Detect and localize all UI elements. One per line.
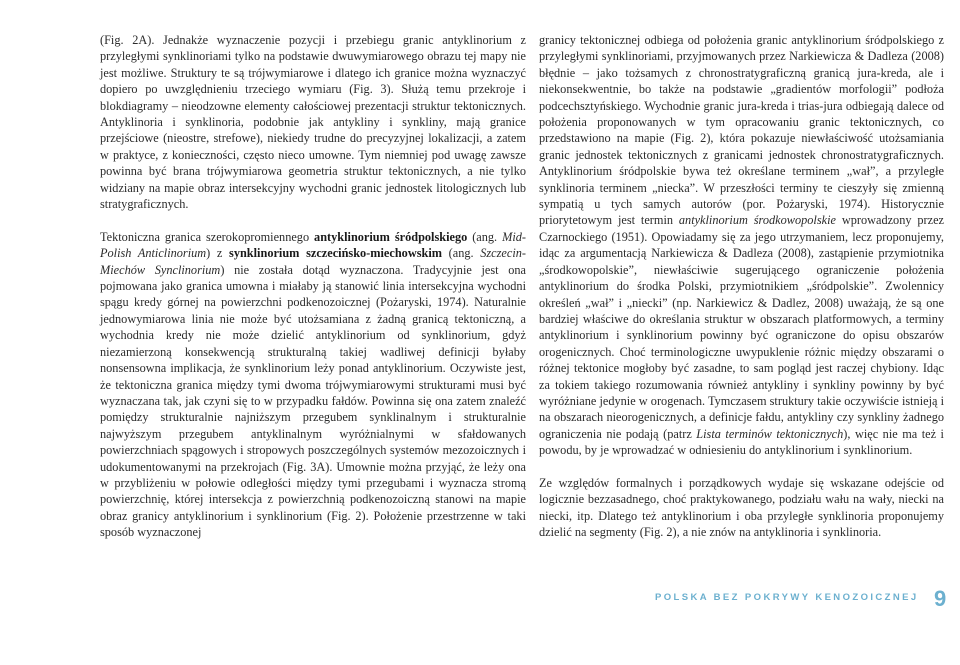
paragraph-text: Ze względów formalnych i porządkowych wydaje się wskazane odejście od logicznie bezzasadnego, choć praktykowanego, podziału wału na wały, niecki na niecki, itp. Dlatego też antyklinorium i oba przyległe synklinoria proponujemy dzielić na segmenty (Fig. 2), a nie znów na antyklinoria i synklinoria. [539, 475, 944, 540]
term-bold: antyklinorium śródpolskiego [314, 229, 468, 244]
paragraph-text: ) z [206, 246, 230, 261]
paragraph-text: (ang. [467, 229, 503, 244]
term-italic: Szczecin-Miechów Synclinorium [100, 246, 526, 277]
paragraph-text: wprowadzony przez Czarnockiego (1951). Opowiadamy się za jego utrzymaniem, lecz proponujemy, idąc za argumentacją Narkiewicza & Dadleza (2008), zastąpienie przymiotnika „środkowopolskie”, niewłaściwie sugerującego ograniczenie położenia antyklinorium do środka Polski, przymiotnikiem „śródpolskie”. Zwolennicy określeń „wał” i „niecki” (np. Narkiewicz & Dadlez, 2008) uważają, że są one bardziej właściwe do określania struktur w obszarach platformowych, a terminy antyklinorium i synklinorium powinny być ograniczone do opisu obszarów orogenicznych. Choć terminologiczne uwypuklenie różnic między obszarami o różnej tektonice mogłoby być zasadne, to sam pogląd jest raczej chybiony. Idąc za tokiem takiego rozumowania również antykliny i synkliny powinny by być wyróżniane jedynie w orogenach. Tymczasem struktury takie oczywiście istnieją i na obszarach nieorogenicznych, a definicje fałdu, antykliny czy synkliny żadnego ograniczenia nie podają (patrz [539, 213, 945, 441]
paragraph [539, 475, 944, 541]
page-number: 9 [934, 586, 947, 611]
paragraph-text: (Fig. 2A). Jednakże wyznaczenie pozycji i przebiegu granic antyklinorium z przyległymi synklinoriami tylko na podstawie dwuwymiarowego obrazu tej mapy nie jest możliwe. Struktury te są trójwymiarowe i dlatego ich granice można wyznaczyć dopiero po uwzględnieniu trzeciego wymiaru (Fig. 3). Służą temu przekroje i blokdiagramy – nieodzowne elementy całościowej prezentacji struktur tektonicznych. Antyklinoria i synklinoria, podobnie jak antykliny i synkliny, mają granice przejściowe (nieostre, strefowe), niekiedy trudne do precyzyjnej lokalizacji, a zatem w praktyce, z konieczności, często nieco umowne. Tym niemniej pod uwagę zawsze powinna być brana trójwymiarowa geometria struktur tektonicznych, a nie tylko widziany na mapie obraz intersekcyjny wychodni granic jednostek litologicznych lub stratygraficznych. [100, 33, 526, 212]
paragraph [100, 229, 526, 541]
term-italic: Mid-Polish Anticlinorium [100, 229, 526, 261]
term-italic: Lista terminów tektonicznych [696, 426, 844, 441]
paragraph-text: granicy tektonicznej odbiega od położenia granic antyklinorium śródpolskiego z przyległymi synklinoriami, przyjmowanych przez Narkiewicza & Dadleza (2008) błędnie – jako tożsamych z chronostratygraficzną granicą jura-kreda, ale i niekonsekwentnie, bo także na podstawie „gradientów morfologii” podłoża podcechsztyńskiego. Wychodnie granic jura-kreda i trias-jura odbiegają dalece od położenia proponowanych w tym opracowaniu granic tektonicznych, co przedstawiono na mapie (Fig. 2), która pokazuje niewłaściwość utożsamiania granic jednostek tektonicznych z granicami jednostek chronostratygraficznych. Antyklinorium śródpolskie bywa też określane terminem „wał”, a przyległe synklinoria terminem „niecka”. W przeszłości terminy te cieszyły się zmienną sympatią u tych samych autorów (por. Pożaryski, 1974). Historycznie priorytetowym jest termin [539, 33, 944, 228]
paragraph-text: Tektoniczna granica szerokopromiennego [100, 229, 315, 244]
term-italic: antyklinorium środkowopolskie [678, 213, 836, 228]
paragraph-text: (ang. [442, 246, 481, 261]
paragraph-text: ) nie została dotąd wyznaczona. Tradycyjnie jest ona pojmowana jako granica umowna i miałaby ją stanowić linia intersekcyjna wychodni spągu kredy górnej na powierzchni podkenozoicznej (Pożaryski, 1974). Naturalnie jednowymiarowa linia nie może być utożsamiana z żadną granicą tektoniczną, a wychodnia kredy nie może dzielić antyklinorium od synklinorium, gdyż niezamierzoną konsekwencją strukturalną takiej wadliwej definicji byłaby nonsensowna implikacja, że synklinorium leży ponad antyklinorium. Oczywiste jest, że tektoniczna granica między tymi dwoma trójwymiarowymi strukturami musi być wyznaczana tak, jak czyni się to w przypadku fałdów. Powinna się ona zatem znaleźć pomiędzy strukturalnie najniższym przegubem synklinalnym i strukturalnie najwyższym przegubem antyklinalnym wyróżnialnymi w sfałdowanych powierzchniach spągowych i stropowych poszczególnych systemów mezozoicznych i udokumentowanymi na przekrojach (Fig. 3A). Umownie można przyjąć, że leży ona w przybliżeniu w połowie odległości między tymi przegubami i wyznacza stromą powierzchnię, której intersekcja z powierzchnią podkenozoiczną stanowi na mapie obraz granicy antyklinorium i synklinorium (Fig. 2). Położenie przestrzenne w taki sposób wyznaczonej [100, 262, 526, 540]
paragraph [539, 32, 944, 459]
running-footer-title: POLSKA BEZ POKRYWY KENOZOICZNEJ [655, 592, 919, 603]
paragraph [100, 32, 526, 212]
paragraph-text: ), więc nie ma też i powodu, by je wprowadzać w odniesieniu do antyklinorium i synklinorium. [539, 426, 944, 458]
right-column [539, 32, 944, 541]
term-bold: synklinorium szczecińsko-miechowskim [229, 246, 442, 261]
left-column [100, 32, 526, 541]
